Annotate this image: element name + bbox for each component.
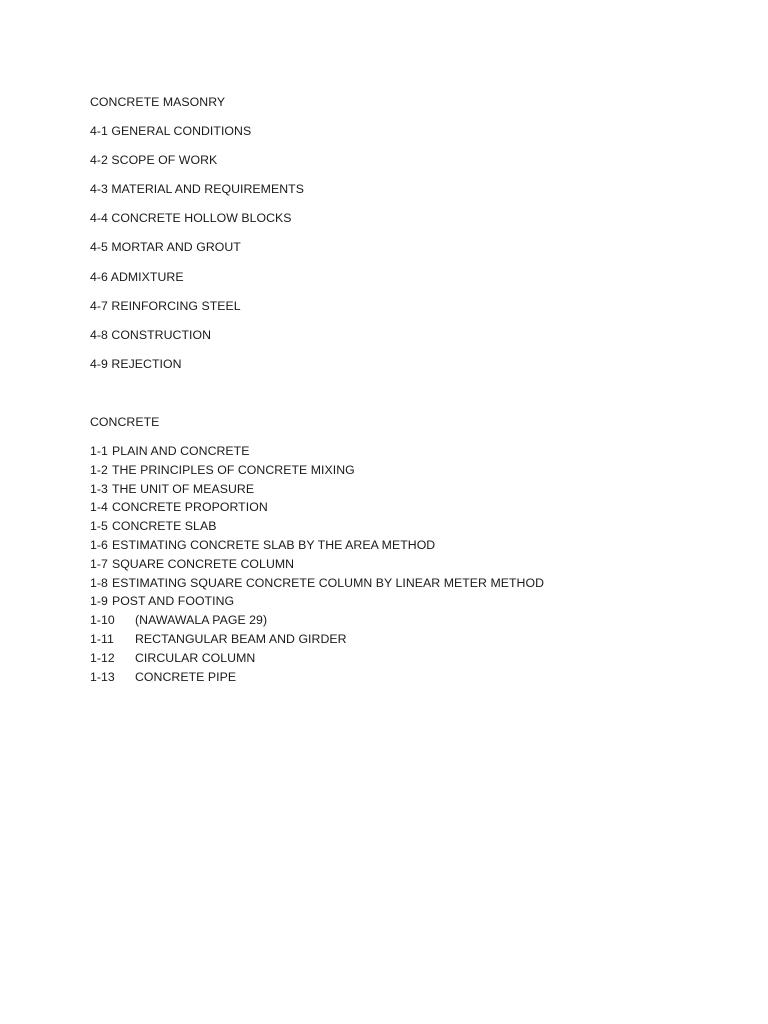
- item-text: CONCRETE PIPE: [135, 669, 237, 684]
- list-item: [90, 482, 544, 501]
- item-text: POST AND FOOTING: [111, 594, 235, 609]
- item-number: 1-11: [90, 631, 114, 646]
- section-heading: CONCRETE: [90, 415, 160, 429]
- item-text: (NAWAWALA PAGE 29): [135, 613, 268, 628]
- list-item: [90, 538, 544, 557]
- item-text: CONCRETE SLAB: [111, 519, 217, 534]
- item-text: ESTIMATING SQUARE CONCRETE COLUMN BY LINEAR METER METHOD: [111, 575, 545, 590]
- list-item: [90, 632, 544, 651]
- concrete-section: [90, 415, 544, 688]
- item-text: ESTIMATING CONCRETE SLAB BY THE AREA METHOD: [111, 537, 436, 552]
- item-number: 1-3: [90, 481, 108, 496]
- item-text: THE UNIT OF MEASURE: [111, 481, 255, 496]
- list-item: 4-8 CONSTRUCTION: [90, 327, 212, 342]
- list-item: [90, 463, 544, 482]
- list-item: [90, 444, 544, 463]
- list-item: [90, 500, 544, 519]
- list-item: [90, 670, 544, 689]
- item-text: SQUARE CONCRETE COLUMN: [111, 556, 295, 571]
- list-item: 4-3 MATERIAL AND REQUIREMENTS: [90, 182, 304, 197]
- item-number: 1-13: [90, 669, 115, 684]
- document-page: [90, 0, 730, 1024]
- item-number: 1-5: [90, 519, 108, 534]
- list-item: 4-7 REINFORCING STEEL: [90, 298, 241, 313]
- concrete-masonry-section: [90, 95, 304, 386]
- item-number: 1-7: [90, 556, 108, 571]
- item-number: 1-10: [90, 613, 115, 628]
- item-text: THE PRINCIPLES OF CONCRETE MIXING: [111, 462, 355, 477]
- list-item: [90, 576, 544, 595]
- section-heading: CONCRETE MASONRY: [90, 95, 226, 109]
- item-text: CIRCULAR COLUMN: [135, 650, 256, 665]
- list-item: 4-5 MORTAR AND GROUT: [90, 240, 241, 255]
- item-number: 1-1: [90, 444, 108, 458]
- list-item: [90, 613, 544, 632]
- list-item: 4-6 ADMIXTURE: [90, 269, 184, 284]
- item-number: 1-4: [90, 500, 108, 515]
- item-number: 1-8: [90, 575, 108, 590]
- item-text: CONCRETE PROPORTION: [111, 500, 268, 515]
- item-number: 1-9: [90, 594, 108, 609]
- list-item: [90, 557, 544, 576]
- item-number: 1-6: [90, 537, 108, 552]
- list-item: [90, 519, 544, 538]
- list-item: 4-4 CONCRETE HOLLOW BLOCKS: [90, 211, 292, 226]
- list-item: 4-2 SCOPE OF WORK: [90, 153, 218, 168]
- item-text: RECTANGULAR BEAM AND GIRDER: [135, 631, 347, 646]
- item-number: 1-2: [90, 462, 108, 477]
- list-item: 4-9 REJECTION: [90, 356, 182, 371]
- list-item: [90, 651, 544, 670]
- item-number: 1-12: [90, 650, 115, 665]
- list-item: 4-1 GENERAL CONDITIONS: [90, 124, 252, 139]
- list-item: [90, 594, 544, 613]
- item-text: PLAIN AND CONCRETE: [111, 444, 250, 458]
